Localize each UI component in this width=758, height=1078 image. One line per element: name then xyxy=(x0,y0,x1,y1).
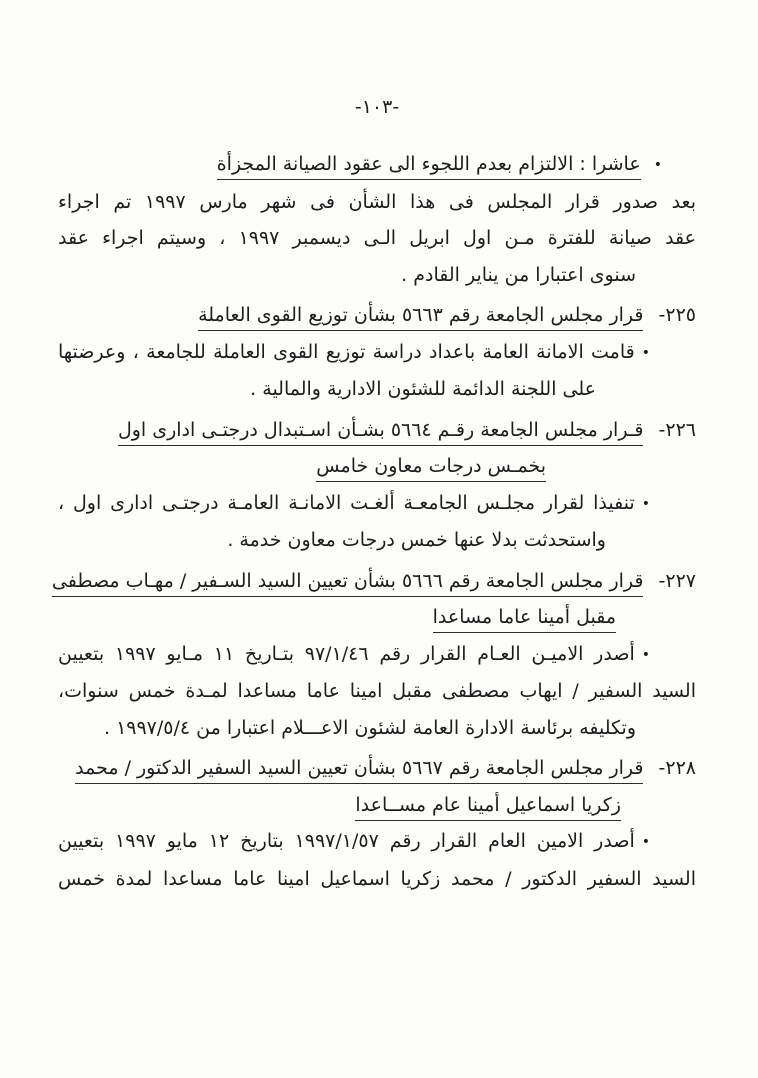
item-226-heading-continuation: بخمـس درجات معاون خامس xyxy=(58,448,546,485)
text-line: عقد صيانة للفترة مـن اول ابريل الـى ديسمبر ١٩٩٧ ، وسيتم اجراء عقد xyxy=(58,227,697,249)
item-228-number: ٢٢٨- xyxy=(658,757,696,779)
item-226-heading-text: قـرار مجلس الجامعة رقـم ٥٦٦٤ بشـأن اسـتبدال درجتـى ادارى اول xyxy=(118,419,644,446)
bullet-icon: • xyxy=(653,157,662,173)
item-225-heading xyxy=(58,297,696,334)
item-225-bullet-line xyxy=(58,334,650,372)
text-line: بعد صدور قرار المجلس فى هذا الشأن فى شهر مارس ١٩٩٧ تم اجراء xyxy=(58,190,696,213)
section-ten-heading-text: عاشرا : الالتزام بعدم اللجوء الى عقود الصيانة المجزأة xyxy=(217,153,641,180)
item-226-heading xyxy=(58,412,696,449)
item-228-heading-continuation: زكريا اسماعيل أمينا عام مســاعدا xyxy=(58,787,621,824)
item-227-heading-continuation: مقبل أمينا عاما مساعدا xyxy=(58,599,616,636)
item-228-bullet-line xyxy=(58,823,650,861)
bullet-icon: • xyxy=(641,646,650,663)
item-225-heading-text: قرار مجلس الجامعة رقم ٥٦٦٣ بشأن توزيع القوى العاملة xyxy=(198,304,643,331)
text-line: السيد السفير / ايهاب مصطفى مقبل امينا عاما مساعدا لمـدة خمس سنوات، xyxy=(58,680,696,702)
item-227-number: ٢٢٧- xyxy=(658,569,696,592)
item-228-heading-text: قرار مجلس الجامعة رقم ٥٦٦٧ بشأن تعيين السيد السفير الدكتور / محمد xyxy=(75,757,643,784)
text-line: أصدر الاميـن العـام القرار رقم ٩٧/١/٤٦ بتـاريخ ١١ مـايو ١٩٩٧ بتعيين xyxy=(58,642,635,665)
item-227-bullet-line xyxy=(58,636,650,674)
item-227-heading xyxy=(51,563,696,600)
text-line: واستحدثت بدلا عنها خمس درجات معاون خدمة . xyxy=(227,529,606,551)
section-ten-heading xyxy=(58,146,662,184)
text-line: أصدر الامين العام القرار رقم ١٩٩٧/١/٥٧ بتاريخ ١٢ مايو ١٩٩٧ بتعيين xyxy=(58,830,635,852)
text-line: سنوى اعتبارا من يناير القادم . xyxy=(401,263,636,286)
item-226-bullet-line xyxy=(58,485,650,523)
bullet-icon: • xyxy=(641,495,650,512)
item-227-heading-text: قرار مجلس الجامعة رقم ٥٦٦٦ بشأن تعيين السيد السـفير / مهـاب مصطفى xyxy=(52,570,644,597)
text-line: على اللجنة الدائمة للشئون الادارية والمالية . xyxy=(250,378,596,400)
text-line: السيد السفير الدكتور / محمد زكريا اسماعيل امينا عاما مساعدا لمدة خمس xyxy=(58,867,696,890)
bullet-icon: • xyxy=(641,344,650,361)
page-number: -١٠٣- xyxy=(354,96,400,118)
text-line: وتكليفه برئاسة الادارة العامة لشئون الاعـــلام اعتبارا من ١٩٩٧/٥/٤ . xyxy=(103,716,636,739)
text-line: تنفيذا لقرار مجلـس الجامعـة ألغـت الامانـة العامـة درجتـى ادارى اول ، xyxy=(58,491,635,514)
bullet-icon: • xyxy=(641,834,650,850)
item-225-number: ٢٢٥- xyxy=(658,304,696,326)
item-228-heading xyxy=(58,750,696,787)
text-line: قامت الامانة العامة باعداد دراسة توزيع القوى العاملة للجامعة ، وعرضتها xyxy=(58,340,635,363)
item-226-number: ٢٢٦- xyxy=(658,418,696,441)
